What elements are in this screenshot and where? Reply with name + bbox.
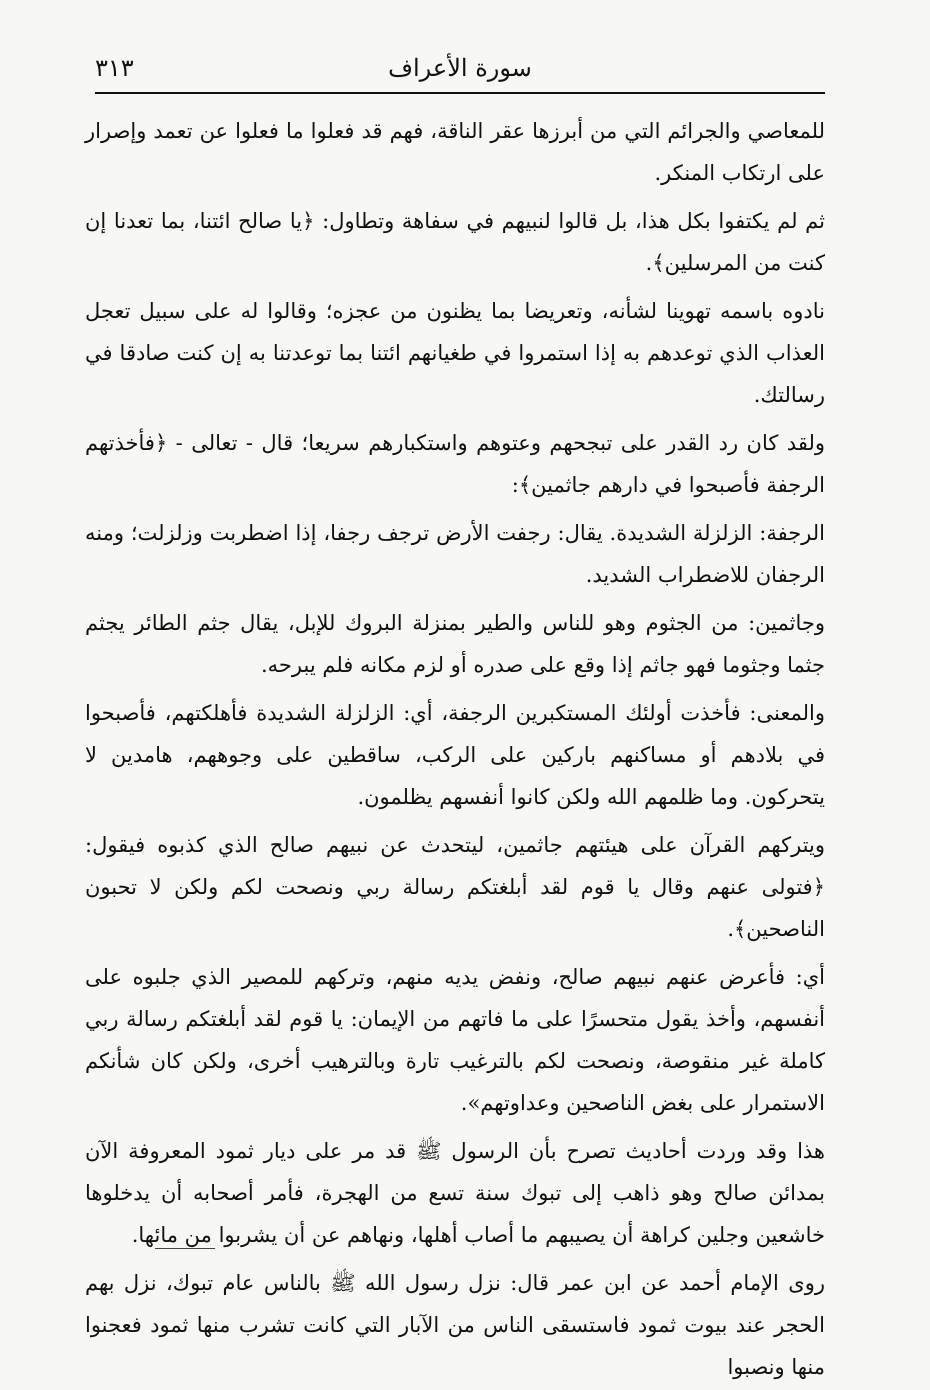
paragraph: أي: فأعرض عنهم نبيهم صالح، ونفض يديه منهم، وتركهم للمصير الذي جلبوه على أنفسهم، وأخذ يقول متحسرًا على ما فاتهم من الإيمان: يا قوم لقد أبلغتكم رسالة ربي كاملة غير منقوصة، ونصحت لكم بالترغيب تارة وبالترهيب أخرى، ولكن كان شأنكم الاستمرار على بغض الناصحين وعداوتهم». <box>85 965 825 1115</box>
paragraph: وجاثمين: من الجثوم وهو للناس والطير بمنزلة البروك للإبل، يقال جثم الطائر يجثم جثما وجثوما فهو جاثم إذا وقع على صدره أو لزم مكانه فلم يبرحه. <box>85 611 825 677</box>
body-text <box>85 110 825 1390</box>
paragraph: نادوه باسمه تهوينا لشأنه، وتعريضا بما يظنون من عجزه؛ وقالوا له على سبيل تعجل العذاب الذي توعدهم به إذا استمروا في طغيانهم ائتنا بما توعدتنا به إن كنت صادقا في رسالتك. <box>85 299 825 407</box>
page-number: ٣١٣ <box>95 54 134 82</box>
paragraph: هذا وقد وردت أحاديث تصرح بأن الرسول ﷺ قد مر على ديار ثمود المعروفة الآن بمدائن صالح وهو ذاهب إلى تبوك سنة تسع من الهجرة، فأمر أصحابه أن يدخلوها خاشعين وجلين كراهة أن يصيبهم ما أصاب أهلها، ونهاهم عن أن يشربوا من مائها. <box>85 1139 825 1247</box>
paragraph: والمعنى: فأخذت أولئك المستكبرين الرجفة، أي: الزلزلة الشديدة فأهلكتهم، فأصبحوا في بلادهم أو مساكنهم باركين على الركب، ساقطين على وجوههم، هامدين لا يتحركون. وما ظلمهم الله ولكن كانوا أنفسهم يظلمون. <box>85 701 825 809</box>
paragraph: للمعاصي والجرائم التي من أبرزها عقر الناقة، فهم قد فعلوا ما فعلوا عن تعمد وإصرار على ارتكاب المنكر. <box>85 119 825 185</box>
surah-title: سورة الأعراف <box>388 54 532 82</box>
paragraph: ثم لم يكتفوا بكل هذا، بل قالوا لنبيهم في سفاهة وتطاول: ﴿يا صالح ائتنا، بما تعدنا إن كنت من المرسلين﴾. <box>85 209 825 275</box>
page-header <box>95 52 825 90</box>
header-divider <box>95 92 825 94</box>
footnote-divider <box>155 1248 215 1249</box>
paragraph: ويتركهم القرآن على هيئتهم جاثمين، ليتحدث عن نبيهم صالح الذي كذبوه فيقول: ﴿فتولى عنهم وقال يا قوم لقد أبلغتكم رسالة ربي ونصحت لكم ولكن لا تحبون الناصحين﴾. <box>85 833 825 941</box>
paragraph: روى الإمام أحمد عن ابن عمر قال: نزل رسول الله ﷺ بالناس عام تبوك، نزل بهم الحجر عند بيوت ثمود فاستسقى الناس من الآبار التي كانت تشرب منها ثمود فعجنوا منها ونصبوا <box>85 1271 825 1379</box>
paragraph: الرجفة: الزلزلة الشديدة. يقال: رجفت الأرض ترجف رجفا، إذا اضطربت وزلزلت؛ ومنه الرجفان للاضطراب الشديد. <box>85 521 825 587</box>
paragraph: ولقد كان رد القدر على تبجحهم وعتوهم واستكبارهم سريعا؛ قال - تعالى - ﴿فأخذتهم الرجفة فأصبحوا في دارهم جاثمين﴾: <box>85 431 825 497</box>
